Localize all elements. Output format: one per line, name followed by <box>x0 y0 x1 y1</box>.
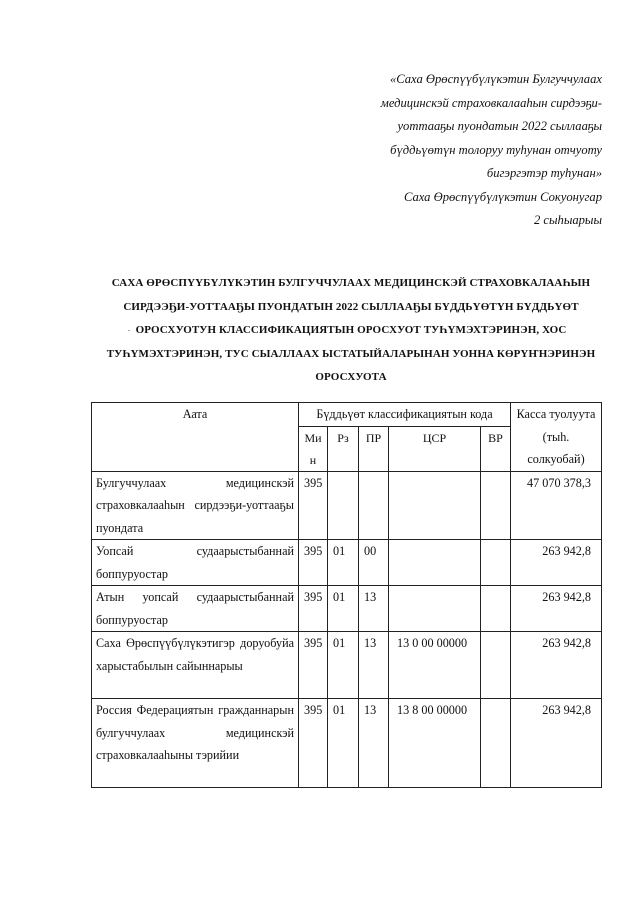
header-name: Аата <box>92 403 299 472</box>
table-row <box>92 699 602 788</box>
annex-line: Саха Өрөспүүбүлүкэтин Сокуонугар <box>403 189 602 204</box>
header-vr: ВР <box>481 426 511 471</box>
row-name: Россия Федерациятын гражданнарын булгуччулаах медицинскэй страховкалааһыны тэрийии <box>92 699 299 788</box>
row-min: 395 <box>299 699 328 788</box>
header-pr: ПР <box>359 426 389 471</box>
header-rz: Рз <box>328 426 359 471</box>
row-rz: 01 <box>328 632 359 699</box>
row-vr <box>481 586 511 632</box>
stray-mark: . <box>128 324 130 333</box>
row-vr <box>481 471 511 540</box>
row-csr <box>389 540 481 586</box>
annex-line: 2 сыһыарыы <box>533 213 602 227</box>
row-csr <box>389 586 481 632</box>
row-csr: 13 0 00 00000 <box>389 632 481 699</box>
table-row <box>92 632 602 699</box>
annex-note <box>322 68 602 233</box>
row-csr: 13 8 00 00000 <box>389 699 481 788</box>
row-pr <box>359 471 389 540</box>
expenditure-table <box>91 402 602 788</box>
row-rz: 01 <box>328 540 359 586</box>
row-name: Уопсай судаарыстыбаннай боппуруостар <box>92 540 299 586</box>
annex-line: бигэргэтэр туһунан» <box>486 166 602 180</box>
annex-line: медицинскэй страховкалааһын сирдээҕи- <box>380 95 602 110</box>
row-vr <box>481 540 511 586</box>
table-row <box>92 471 602 540</box>
row-min: 395 <box>299 471 328 540</box>
title-line: ОРОСХУОТУН КЛАССИФИКАЦИЯТЫН ОРОСХУОТ ТУҺҮМЭХТЭРИНЭН, ХОС <box>135 324 567 336</box>
row-rz: 01 <box>328 699 359 788</box>
title-line: СИРДЭЭҔИ-УОТТААҔЫ ПУОНДАТЫН 2022 СЫЛЛААҔЫ БҮДДЬҮӨТҮН БҮДДЬҮӨТ <box>123 300 579 313</box>
row-pr: 00 <box>359 540 389 586</box>
header-amount: Касса туолуута (тыһ. солкуобай) <box>511 403 602 472</box>
annex-line: уоттааҕы пуондатын 2022 сыллааҕы <box>397 119 602 133</box>
table-row <box>92 540 602 586</box>
row-name: Саха Өрөспүүбүлүкэтигэр доруобуйа харыстабылын сайыннарыы <box>92 632 299 699</box>
header-min: Ми н <box>299 426 328 471</box>
row-amount: 263 942,8 <box>511 699 602 788</box>
title-line: САХА ӨРӨСПҮҮБҮЛҮКЭТИН БУЛГУЧЧУЛААХ МЕДИЦИНСКЭЙ СТРАХОВКАЛААҺЫН <box>111 277 591 289</box>
table-row <box>92 586 602 632</box>
row-pr: 13 <box>359 632 389 699</box>
row-amount: 47 070 378,3 <box>511 471 602 540</box>
row-min: 395 <box>299 586 328 632</box>
title-line: ОРОСХУОТА <box>315 371 387 383</box>
header-csr: ЦСР <box>389 426 481 471</box>
row-rz: 01 <box>328 586 359 632</box>
row-pr: 13 <box>359 586 389 632</box>
row-min: 395 <box>299 632 328 699</box>
title-line: ТУҺҮМЭХТЭРИНЭН, ТУС СЫАЛЛААХ ЫСТАТЫЙАЛАРЫНАН УОННА КӨРҮҤНЭРИНЭН <box>106 347 596 360</box>
row-csr <box>389 471 481 540</box>
table-header-row <box>92 403 602 427</box>
annex-line: бүддьүөтүн толоруу туһунан отчуоту <box>390 142 602 157</box>
annex-line: «Саха Өрөспүүбүлүкэтин Булгуччулаах <box>389 72 602 86</box>
row-amount: 263 942,8 <box>511 586 602 632</box>
row-name: Булгуччулаах медицинскэй страховкалааһын сирдээҕи-уоттааҕы пуондата <box>92 471 299 540</box>
row-amount: 263 942,8 <box>511 632 602 699</box>
row-vr <box>481 632 511 699</box>
row-vr <box>481 699 511 788</box>
row-name: Атын уопсай судаарыстыбаннай боппуруостар <box>92 586 299 632</box>
header-classification: Бүддьүөт классификациятын кода <box>299 403 511 427</box>
document-title <box>96 272 606 390</box>
row-amount: 263 942,8 <box>511 540 602 586</box>
row-rz <box>328 471 359 540</box>
row-min: 395 <box>299 540 328 586</box>
row-pr: 13 <box>359 699 389 788</box>
